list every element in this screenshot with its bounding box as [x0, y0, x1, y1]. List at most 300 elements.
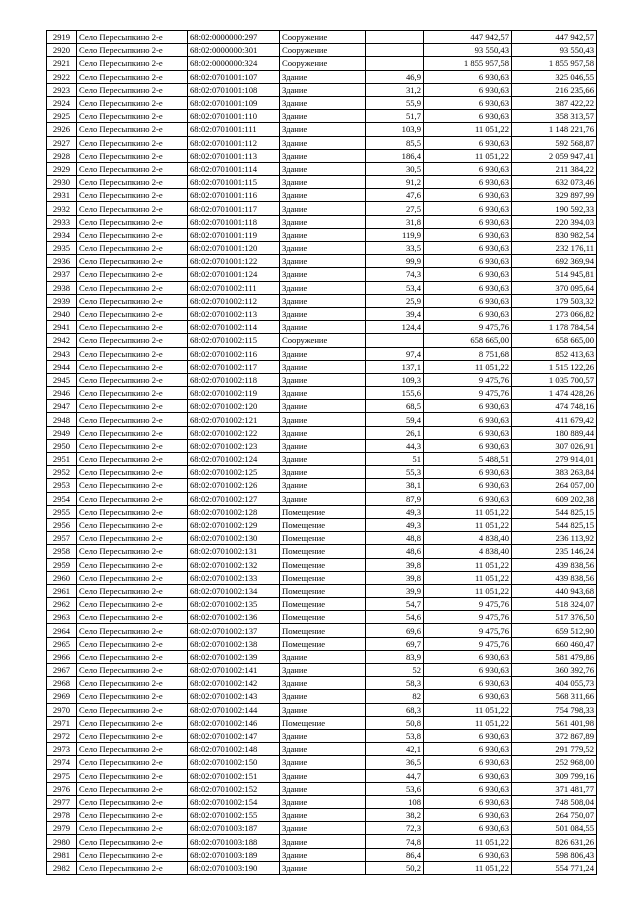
row-number-cell: 2926	[47, 123, 77, 136]
unit-value-cell: 6 930,63	[424, 466, 512, 479]
object-type-cell: Здание	[280, 479, 366, 492]
area-cell: 50,2	[366, 861, 424, 874]
table-row	[47, 624, 597, 637]
cadastral-number-cell: 68:02:0701002:114	[188, 321, 280, 334]
table-row	[47, 439, 597, 452]
cadastral-value-cell: 387 422,22	[512, 96, 597, 109]
cadastral-value-cell: 1 178 784,54	[512, 321, 597, 334]
table-row	[47, 242, 597, 255]
cadastral-number-cell: 68:02:0000000:301	[188, 44, 280, 57]
row-number-cell: 2968	[47, 677, 77, 690]
cadastral-value-cell: 264 057,00	[512, 479, 597, 492]
table-row	[47, 347, 597, 360]
table-row	[47, 545, 597, 558]
area-cell: 44,7	[366, 769, 424, 782]
cadastral-value-cell: 370 095,64	[512, 281, 597, 294]
cadastral-number-cell: 68:02:0701002:139	[188, 650, 280, 663]
area-cell: 85,5	[366, 136, 424, 149]
cadastral-number-cell: 68:02:0701002:123	[188, 439, 280, 452]
cadastral-value-cell: 307 026,91	[512, 439, 597, 452]
settlement-cell: Село Пересыпкино 2-е	[77, 505, 188, 518]
cadastral-number-cell: 68:02:0701002:131	[188, 545, 280, 558]
row-number-cell: 2980	[47, 835, 77, 848]
object-type-cell: Помещение	[280, 505, 366, 518]
cadastral-value-cell: 358 313,57	[512, 110, 597, 123]
cadastral-value-cell: 372 867,89	[512, 729, 597, 742]
object-type-cell: Здание	[280, 769, 366, 782]
table-row	[47, 743, 597, 756]
area-cell: 86,4	[366, 848, 424, 861]
cadastral-number-cell: 68:02:0701001:108	[188, 83, 280, 96]
cadastral-value-cell: 264 750,07	[512, 809, 597, 822]
unit-value-cell: 447 942,57	[424, 31, 512, 44]
settlement-cell: Село Пересыпкино 2-е	[77, 598, 188, 611]
cadastral-value-cell: 609 202,38	[512, 492, 597, 505]
cadastral-number-cell: 68:02:0701001:119	[188, 228, 280, 241]
row-number-cell: 2966	[47, 650, 77, 663]
cadastral-value-cell: 325 046,55	[512, 70, 597, 83]
cadastral-number-cell: 68:02:0701003:190	[188, 861, 280, 874]
settlement-cell: Село Пересыпкино 2-е	[77, 96, 188, 109]
table-row	[47, 307, 597, 320]
cadastral-value-cell: 474 748,16	[512, 400, 597, 413]
unit-value-cell: 6 930,63	[424, 136, 512, 149]
table-row	[47, 782, 597, 795]
area-cell	[366, 31, 424, 44]
table-row	[47, 650, 597, 663]
cadastral-number-cell: 68:02:0701001:111	[188, 123, 280, 136]
area-cell	[366, 57, 424, 70]
row-number-cell: 2944	[47, 360, 77, 373]
settlement-cell: Село Пересыпкино 2-е	[77, 558, 188, 571]
table-row	[47, 532, 597, 545]
table-row	[47, 321, 597, 334]
table-row	[47, 716, 597, 729]
unit-value-cell: 6 930,63	[424, 202, 512, 215]
object-type-cell: Помещение	[280, 716, 366, 729]
table-row	[47, 149, 597, 162]
unit-value-cell: 6 930,63	[424, 848, 512, 861]
unit-value-cell: 11 051,22	[424, 716, 512, 729]
settlement-cell: Село Пересыпкино 2-е	[77, 426, 188, 439]
area-cell: 69,7	[366, 637, 424, 650]
area-cell: 42,1	[366, 743, 424, 756]
object-type-cell: Здание	[280, 136, 366, 149]
area-cell: 53,8	[366, 729, 424, 742]
cadastral-value-cell: 544 825,15	[512, 505, 597, 518]
unit-value-cell: 6 930,63	[424, 307, 512, 320]
object-type-cell: Сооружение	[280, 31, 366, 44]
row-number-cell: 2978	[47, 809, 77, 822]
table-row	[47, 426, 597, 439]
unit-value-cell: 6 930,63	[424, 492, 512, 505]
row-number-cell: 2976	[47, 782, 77, 795]
cadastral-number-cell: 68:02:0701002:115	[188, 334, 280, 347]
unit-value-cell: 8 751,68	[424, 347, 512, 360]
table-row	[47, 795, 597, 808]
settlement-cell: Село Пересыпкино 2-е	[77, 334, 188, 347]
cadastral-value-cell: 252 968,00	[512, 756, 597, 769]
cadastral-value-cell: 568 311,66	[512, 690, 597, 703]
area-cell: 31,8	[366, 215, 424, 228]
cadastral-value-table	[46, 30, 597, 875]
area-cell	[366, 44, 424, 57]
table-row	[47, 83, 597, 96]
area-cell: 39,8	[366, 558, 424, 571]
object-type-cell: Здание	[280, 83, 366, 96]
unit-value-cell: 11 051,22	[424, 123, 512, 136]
unit-value-cell: 9 475,76	[424, 624, 512, 637]
area-cell: 186,4	[366, 149, 424, 162]
area-cell: 72,3	[366, 822, 424, 835]
cadastral-number-cell: 68:02:0701002:112	[188, 294, 280, 307]
settlement-cell: Село Пересыпкино 2-е	[77, 400, 188, 413]
object-type-cell: Здание	[280, 149, 366, 162]
unit-value-cell: 11 051,22	[424, 835, 512, 848]
unit-value-cell: 6 930,63	[424, 756, 512, 769]
settlement-cell: Село Пересыпкино 2-е	[77, 624, 188, 637]
settlement-cell: Село Пересыпкино 2-е	[77, 532, 188, 545]
cadastral-number-cell: 68:02:0701002:154	[188, 795, 280, 808]
settlement-cell: Село Пересыпкино 2-е	[77, 492, 188, 505]
table-row	[47, 176, 597, 189]
object-type-cell: Здание	[280, 360, 366, 373]
row-number-cell: 2929	[47, 162, 77, 175]
cadastral-number-cell: 68:02:0701001:124	[188, 268, 280, 281]
settlement-cell: Село Пересыпкино 2-е	[77, 215, 188, 228]
row-number-cell: 2949	[47, 426, 77, 439]
area-cell: 109,3	[366, 373, 424, 386]
cadastral-number-cell: 68:02:0701001:113	[188, 149, 280, 162]
unit-value-cell: 11 051,22	[424, 149, 512, 162]
settlement-cell: Село Пересыпкино 2-е	[77, 268, 188, 281]
object-type-cell: Здание	[280, 228, 366, 241]
cadastral-number-cell: 68:02:0701002:147	[188, 729, 280, 742]
row-number-cell: 2960	[47, 571, 77, 584]
cadastral-value-cell: 598 806,43	[512, 848, 597, 861]
settlement-cell: Село Пересыпкино 2-е	[77, 518, 188, 531]
unit-value-cell: 6 930,63	[424, 268, 512, 281]
cadastral-number-cell: 68:02:0701001:114	[188, 162, 280, 175]
object-type-cell: Здание	[280, 729, 366, 742]
cadastral-value-cell: 1 855 957,58	[512, 57, 597, 70]
unit-value-cell: 9 475,76	[424, 598, 512, 611]
cadastral-number-cell: 68:02:0701002:130	[188, 532, 280, 545]
area-cell: 58,3	[366, 677, 424, 690]
unit-value-cell: 658 665,00	[424, 334, 512, 347]
table-body	[47, 31, 597, 875]
area-cell: 119,9	[366, 228, 424, 241]
area-cell: 30,5	[366, 162, 424, 175]
settlement-cell: Село Пересыпкино 2-е	[77, 162, 188, 175]
settlement-cell: Село Пересыпкино 2-е	[77, 123, 188, 136]
unit-value-cell: 6 930,63	[424, 479, 512, 492]
settlement-cell: Село Пересыпкино 2-е	[77, 545, 188, 558]
cadastral-number-cell: 68:02:0701002:122	[188, 426, 280, 439]
unit-value-cell: 6 930,63	[424, 96, 512, 109]
object-type-cell: Здание	[280, 123, 366, 136]
row-number-cell: 2932	[47, 202, 77, 215]
area-cell: 55,3	[366, 466, 424, 479]
unit-value-cell: 6 930,63	[424, 215, 512, 228]
object-type-cell: Здание	[280, 650, 366, 663]
row-number-cell: 2959	[47, 558, 77, 571]
unit-value-cell: 6 930,63	[424, 110, 512, 123]
cadastral-value-cell: 518 324,07	[512, 598, 597, 611]
row-number-cell: 2919	[47, 31, 77, 44]
cadastral-value-cell: 93 550,43	[512, 44, 597, 57]
area-cell: 59,4	[366, 413, 424, 426]
settlement-cell: Село Пересыпкино 2-е	[77, 479, 188, 492]
settlement-cell: Село Пересыпкино 2-е	[77, 453, 188, 466]
unit-value-cell: 6 930,63	[424, 255, 512, 268]
object-type-cell: Помещение	[280, 637, 366, 650]
cadastral-number-cell: 68:02:0701002:144	[188, 703, 280, 716]
cadastral-number-cell: 68:02:0701001:107	[188, 70, 280, 83]
unit-value-cell: 1 855 957,58	[424, 57, 512, 70]
table-row	[47, 611, 597, 624]
settlement-cell: Село Пересыпкино 2-е	[77, 466, 188, 479]
table-row	[47, 360, 597, 373]
unit-value-cell: 93 550,43	[424, 44, 512, 57]
row-number-cell: 2965	[47, 637, 77, 650]
settlement-cell: Село Пересыпкино 2-е	[77, 690, 188, 703]
cadastral-number-cell: 68:02:0701002:120	[188, 400, 280, 413]
cadastral-number-cell: 68:02:0701002:132	[188, 558, 280, 571]
settlement-cell: Село Пересыпкино 2-е	[77, 584, 188, 597]
cadastral-number-cell: 68:02:0000000:324	[188, 57, 280, 70]
object-type-cell: Сооружение	[280, 334, 366, 347]
cadastral-value-cell: 501 084,55	[512, 822, 597, 835]
row-number-cell: 2936	[47, 255, 77, 268]
unit-value-cell: 6 930,63	[424, 650, 512, 663]
object-type-cell: Помещение	[280, 518, 366, 531]
area-cell: 108	[366, 795, 424, 808]
settlement-cell: Село Пересыпкино 2-е	[77, 83, 188, 96]
settlement-cell: Село Пересыпкино 2-е	[77, 729, 188, 742]
row-number-cell: 2975	[47, 769, 77, 782]
table-row	[47, 334, 597, 347]
settlement-cell: Село Пересыпкино 2-е	[77, 136, 188, 149]
settlement-cell: Село Пересыпкино 2-е	[77, 716, 188, 729]
table-row	[47, 703, 597, 716]
table-row	[47, 268, 597, 281]
settlement-cell: Село Пересыпкино 2-е	[77, 795, 188, 808]
area-cell: 27,5	[366, 202, 424, 215]
row-number-cell: 2979	[47, 822, 77, 835]
area-cell: 50,8	[366, 716, 424, 729]
cadastral-value-cell: 211 384,22	[512, 162, 597, 175]
object-type-cell: Здание	[280, 690, 366, 703]
settlement-cell: Село Пересыпкино 2-е	[77, 57, 188, 70]
area-cell: 87,9	[366, 492, 424, 505]
object-type-cell: Здание	[280, 677, 366, 690]
unit-value-cell: 6 930,63	[424, 743, 512, 756]
row-number-cell: 2927	[47, 136, 77, 149]
unit-value-cell: 6 930,63	[424, 426, 512, 439]
object-type-cell: Здание	[280, 373, 366, 386]
cadastral-value-cell: 632 073,46	[512, 176, 597, 189]
area-cell: 82	[366, 690, 424, 703]
cadastral-value-cell: 660 460,47	[512, 637, 597, 650]
area-cell: 26,1	[366, 426, 424, 439]
unit-value-cell: 9 475,76	[424, 373, 512, 386]
row-number-cell: 2942	[47, 334, 77, 347]
cadastral-value-cell: 592 568,87	[512, 136, 597, 149]
cadastral-value-cell: 232 176,11	[512, 242, 597, 255]
row-number-cell: 2945	[47, 373, 77, 386]
object-type-cell: Здание	[280, 110, 366, 123]
area-cell: 39,9	[366, 584, 424, 597]
object-type-cell: Здание	[280, 413, 366, 426]
row-number-cell: 2933	[47, 215, 77, 228]
settlement-cell: Село Пересыпкино 2-е	[77, 848, 188, 861]
object-type-cell: Здание	[280, 861, 366, 874]
area-cell: 54,6	[366, 611, 424, 624]
cadastral-number-cell: 68:02:0701002:124	[188, 453, 280, 466]
cadastral-value-cell: 754 798,33	[512, 703, 597, 716]
row-number-cell: 2970	[47, 703, 77, 716]
unit-value-cell: 5 488,51	[424, 453, 512, 466]
object-type-cell: Здание	[280, 387, 366, 400]
row-number-cell: 2971	[47, 716, 77, 729]
table-row	[47, 756, 597, 769]
cadastral-value-cell: 220 394,03	[512, 215, 597, 228]
area-cell: 97,4	[366, 347, 424, 360]
area-cell: 49,3	[366, 505, 424, 518]
area-cell: 137,1	[366, 360, 424, 373]
unit-value-cell: 6 930,63	[424, 242, 512, 255]
unit-value-cell: 9 475,76	[424, 387, 512, 400]
table-row	[47, 664, 597, 677]
row-number-cell: 2925	[47, 110, 77, 123]
unit-value-cell: 6 930,63	[424, 795, 512, 808]
row-number-cell: 2940	[47, 307, 77, 320]
table-row	[47, 387, 597, 400]
cadastral-number-cell: 68:02:0701001:109	[188, 96, 280, 109]
table-row	[47, 558, 597, 571]
area-cell: 91,2	[366, 176, 424, 189]
cadastral-number-cell: 68:02:0701002:121	[188, 413, 280, 426]
row-number-cell: 2946	[47, 387, 77, 400]
cadastral-number-cell: 68:02:0701002:128	[188, 505, 280, 518]
settlement-cell: Село Пересыпкино 2-е	[77, 31, 188, 44]
settlement-cell: Село Пересыпкино 2-е	[77, 637, 188, 650]
unit-value-cell: 6 930,63	[424, 162, 512, 175]
unit-value-cell: 6 930,63	[424, 664, 512, 677]
area-cell: 39,4	[366, 307, 424, 320]
cadastral-value-cell: 439 838,56	[512, 571, 597, 584]
unit-value-cell: 11 051,22	[424, 360, 512, 373]
cadastral-value-cell: 554 771,24	[512, 861, 597, 874]
cadastral-value-cell: 692 369,94	[512, 255, 597, 268]
table-row	[47, 861, 597, 874]
cadastral-value-cell: 830 982,54	[512, 228, 597, 241]
settlement-cell: Село Пересыпкино 2-е	[77, 756, 188, 769]
table-row	[47, 189, 597, 202]
cadastral-number-cell: 68:02:0701002:143	[188, 690, 280, 703]
settlement-cell: Село Пересыпкино 2-е	[77, 176, 188, 189]
cadastral-number-cell: 68:02:0701002:142	[188, 677, 280, 690]
row-number-cell: 2939	[47, 294, 77, 307]
area-cell: 74,8	[366, 835, 424, 848]
row-number-cell: 2972	[47, 729, 77, 742]
unit-value-cell: 9 475,76	[424, 321, 512, 334]
cadastral-value-cell: 1 515 122,26	[512, 360, 597, 373]
area-cell: 25,9	[366, 294, 424, 307]
row-number-cell: 2923	[47, 83, 77, 96]
table-row	[47, 584, 597, 597]
table-row	[47, 400, 597, 413]
cadastral-value-cell: 291 779,52	[512, 743, 597, 756]
cadastral-number-cell: 68:02:0701002:126	[188, 479, 280, 492]
object-type-cell: Помещение	[280, 611, 366, 624]
object-type-cell: Здание	[280, 809, 366, 822]
row-number-cell: 2952	[47, 466, 77, 479]
cadastral-number-cell: 68:02:0701001:112	[188, 136, 280, 149]
settlement-cell: Село Пересыпкино 2-е	[77, 571, 188, 584]
cadastral-value-cell: 179 503,32	[512, 294, 597, 307]
cadastral-number-cell: 68:02:0701002:133	[188, 571, 280, 584]
area-cell: 124,4	[366, 321, 424, 334]
table-row	[47, 637, 597, 650]
cadastral-number-cell: 68:02:0701001:116	[188, 189, 280, 202]
object-type-cell: Здание	[280, 294, 366, 307]
area-cell: 68,3	[366, 703, 424, 716]
unit-value-cell: 9 475,76	[424, 611, 512, 624]
settlement-cell: Село Пересыпкино 2-е	[77, 110, 188, 123]
unit-value-cell: 6 930,63	[424, 189, 512, 202]
unit-value-cell: 11 051,22	[424, 558, 512, 571]
row-number-cell: 2961	[47, 584, 77, 597]
cadastral-number-cell: 68:02:0701002:134	[188, 584, 280, 597]
row-number-cell: 2937	[47, 268, 77, 281]
row-number-cell: 2948	[47, 413, 77, 426]
row-number-cell: 2921	[47, 57, 77, 70]
object-type-cell: Здание	[280, 426, 366, 439]
unit-value-cell: 11 051,22	[424, 861, 512, 874]
object-type-cell: Здание	[280, 70, 366, 83]
table-row	[47, 677, 597, 690]
object-type-cell: Здание	[280, 795, 366, 808]
object-type-cell: Здание	[280, 307, 366, 320]
cadastral-number-cell: 68:02:0701003:189	[188, 848, 280, 861]
area-cell: 47,6	[366, 189, 424, 202]
row-number-cell: 2935	[47, 242, 77, 255]
unit-value-cell: 6 930,63	[424, 281, 512, 294]
unit-value-cell: 11 051,22	[424, 505, 512, 518]
area-cell: 83,9	[366, 650, 424, 663]
object-type-cell: Здание	[280, 439, 366, 452]
cadastral-number-cell: 68:02:0701002:150	[188, 756, 280, 769]
settlement-cell: Село Пересыпкино 2-е	[77, 413, 188, 426]
cadastral-number-cell: 68:02:0701001:120	[188, 242, 280, 255]
settlement-cell: Село Пересыпкино 2-е	[77, 189, 188, 202]
table-row	[47, 835, 597, 848]
row-number-cell: 2953	[47, 479, 77, 492]
area-cell: 51	[366, 453, 424, 466]
cadastral-number-cell: 68:02:0701002:117	[188, 360, 280, 373]
unit-value-cell: 4 838,40	[424, 545, 512, 558]
area-cell: 39,8	[366, 571, 424, 584]
cadastral-number-cell: 68:02:0701002:155	[188, 809, 280, 822]
table-row	[47, 518, 597, 531]
cadastral-number-cell: 68:02:0701001:122	[188, 255, 280, 268]
object-type-cell: Здание	[280, 848, 366, 861]
row-number-cell: 2931	[47, 189, 77, 202]
area-cell: 103,9	[366, 123, 424, 136]
object-type-cell: Здание	[280, 664, 366, 677]
